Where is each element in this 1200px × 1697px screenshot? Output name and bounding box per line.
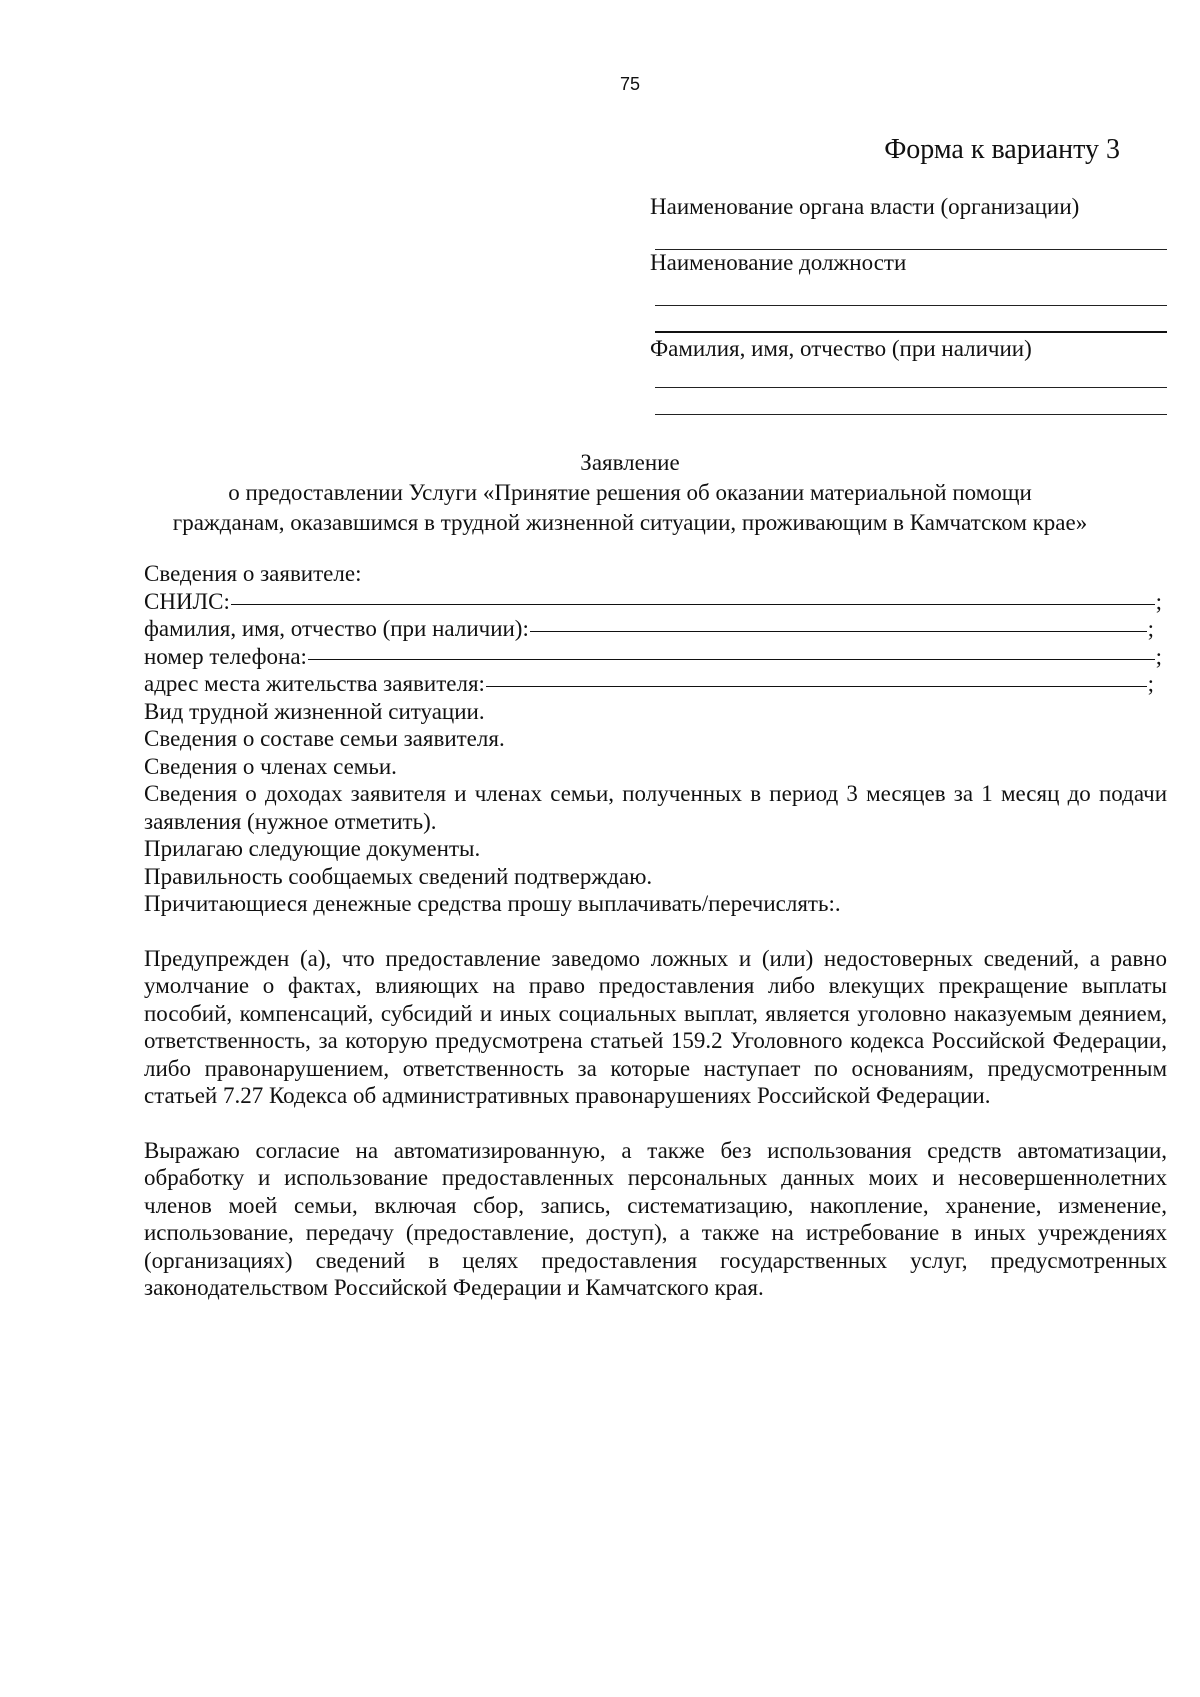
application-body: [144, 560, 1167, 1302]
situation-type: Вид трудной жизненной ситуации.: [144, 698, 485, 724]
field-end: ;: [1147, 671, 1154, 696]
application-title: [100, 448, 1160, 538]
address-label: адрес места жительства заявителя:: [144, 671, 485, 696]
income-info: Сведения о доходах заявителя и членах семьи, полученных в период 3 месяцев за 1 месяц до подачи заявления (нужное отметить).: [144, 781, 1167, 834]
recipient-name-line[interactable]: [655, 387, 1167, 388]
applicant-header: Сведения о заявителе:: [144, 561, 362, 586]
address-field: [144, 670, 1167, 698]
warning-paragraph: Предупрежден (а), что предоставление заведомо ложных и (или) недостоверных сведений, а равно умолчание о фактах, влияющих на право предоставления либо влекущих прекращение выплаты пособий, компенсаций, субсидий и иных социальных выплат, является уголовно наказуемым деянием, ответственность, за которую предусмотрена статьей 159.2 Уголовного кодекса Российской Федерации, либо правонарушением, ответственность за которые наступает по основаниям, предусмотренным статьей 7.27 Кодекса об административных правонарушениях Российской Федерации.: [144, 945, 1167, 1108]
fio-input-line[interactable]: [530, 631, 1147, 632]
consent-paragraph: Выражаю согласие на автоматизированную, а также без использования средств автоматизации, обработку и использование предоставленных персональных данных моих и несовершеннолетних членов моей семьи, включая сбор, запись, систематизацию, накопление, хранение, изменение, использование, передачу (предоставление, доступ), а также на истребование в иных учреждениях (организациях) сведений в целях предоставления государственных услуг, предусмотренных законодательством Российской Федерации и Камчатского края.: [144, 1137, 1167, 1300]
address-input-line[interactable]: [486, 686, 1147, 687]
family-members: Сведения о членах семьи.: [144, 753, 397, 779]
snils-field: [144, 588, 1167, 616]
confirmation: Правильность сообщаемых сведений подтверждаю.: [144, 863, 653, 889]
recipient-position-line-2[interactable]: [655, 331, 1167, 333]
recipient-position-label: Наименование должности: [650, 250, 907, 275]
payment-method: Причитающиеся денежные средства прошу выплачивать/перечислять:.: [144, 891, 841, 916]
recipient-position-line[interactable]: [655, 305, 1167, 306]
title-line-1: о предоставлении Услуги «Принятие решения об оказании материальной помощи: [228, 480, 1032, 505]
fio-field: [144, 615, 1167, 643]
phone-field: [144, 643, 1167, 671]
recipient-name-label: Фамилия, имя, отчество (при наличии): [650, 336, 1032, 361]
field-end: ;: [1155, 643, 1162, 669]
title-line-2: гражданам, оказавшимся в трудной жизненной ситуации, проживающим в Камчатском крае»: [172, 510, 1088, 535]
page-number: 75: [619, 74, 641, 94]
fio-label: фамилия, имя, отчество (при наличии):: [144, 616, 529, 641]
phone-label: номер телефона:: [144, 643, 307, 669]
phone-input-line[interactable]: [308, 659, 1155, 660]
title-heading: Заявление: [580, 450, 680, 475]
field-end: ;: [1155, 588, 1162, 614]
recipient-org-label: Наименование органа власти (организации): [650, 194, 1080, 219]
attached-documents: Прилагаю следующие документы.: [144, 836, 481, 861]
recipient-name-line-2[interactable]: [655, 414, 1167, 415]
snils-input-line[interactable]: [231, 604, 1155, 605]
field-end: ;: [1147, 616, 1154, 641]
family-composition: Сведения о составе семьи заявителя.: [144, 726, 505, 751]
form-variant-label: Форма к варианту 3: [884, 134, 1120, 165]
snils-label: СНИЛС:: [144, 588, 230, 614]
